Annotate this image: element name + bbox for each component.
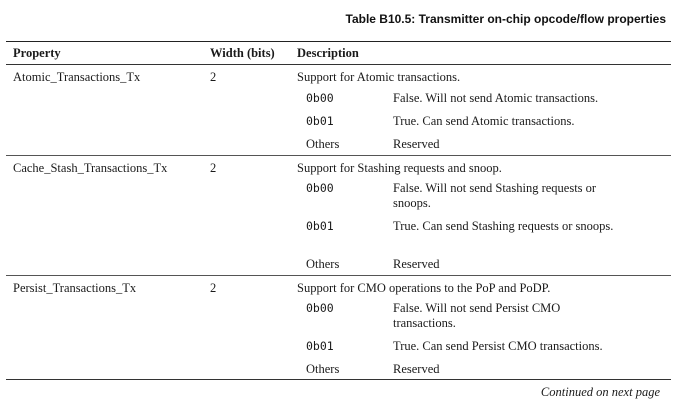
column-header-width: Width (bits) — [210, 46, 275, 60]
column-header-description: Description — [297, 46, 359, 60]
table-bottom-rule — [6, 379, 671, 380]
property-name: Atomic_Transactions_Tx — [13, 70, 141, 84]
value-meaning: True. Can send Atomic transactions. — [393, 114, 575, 128]
property-width: 2 — [210, 70, 217, 84]
value-code: Others — [306, 257, 340, 271]
value-code: 0b01 — [306, 339, 334, 353]
value-code: Others — [306, 137, 340, 151]
column-header-property: Property — [13, 46, 61, 60]
table-caption: Table B10.5: Transmitter on-chip opcode/flow properties — [345, 12, 666, 26]
value-code: 0b01 — [306, 114, 334, 128]
value-meaning: False. Will not send Persist CMO transactions. — [393, 301, 561, 330]
value-meaning: False. Will not send Atomic transactions. — [393, 91, 599, 105]
property-name: Cache_Stash_Transactions_Tx — [13, 161, 168, 175]
value-code: 0b00 — [306, 301, 334, 315]
value-code: 0b00 — [306, 181, 334, 195]
row-divider — [6, 275, 671, 276]
value-code: 0b01 — [306, 219, 334, 233]
table-top-rule — [6, 41, 671, 42]
row-divider — [6, 155, 671, 156]
property-width: 2 — [210, 281, 217, 295]
value-meaning: False. Will not send Stashing requests or snoops. — [393, 181, 597, 210]
value-meaning: Reserved — [393, 362, 440, 376]
property-description: Support for Atomic transactions. — [297, 70, 461, 84]
value-meaning: True. Can send Stashing requests or snoops. — [393, 219, 614, 233]
property-name: Persist_Transactions_Tx — [13, 281, 137, 295]
value-meaning: Reserved — [393, 257, 440, 271]
continued-note: Continued on next page — [540, 385, 660, 399]
value-code: 0b00 — [306, 91, 334, 105]
value-meaning: True. Can send Persist CMO transactions. — [393, 339, 603, 353]
value-code: Others — [306, 362, 340, 376]
header-bottom-rule — [6, 64, 671, 65]
property-description: Support for CMO operations to the PoP and PoDP. — [297, 281, 551, 295]
value-meaning: Reserved — [393, 137, 440, 151]
property-description: Support for Stashing requests and snoop. — [297, 161, 502, 175]
property-width: 2 — [210, 161, 217, 175]
